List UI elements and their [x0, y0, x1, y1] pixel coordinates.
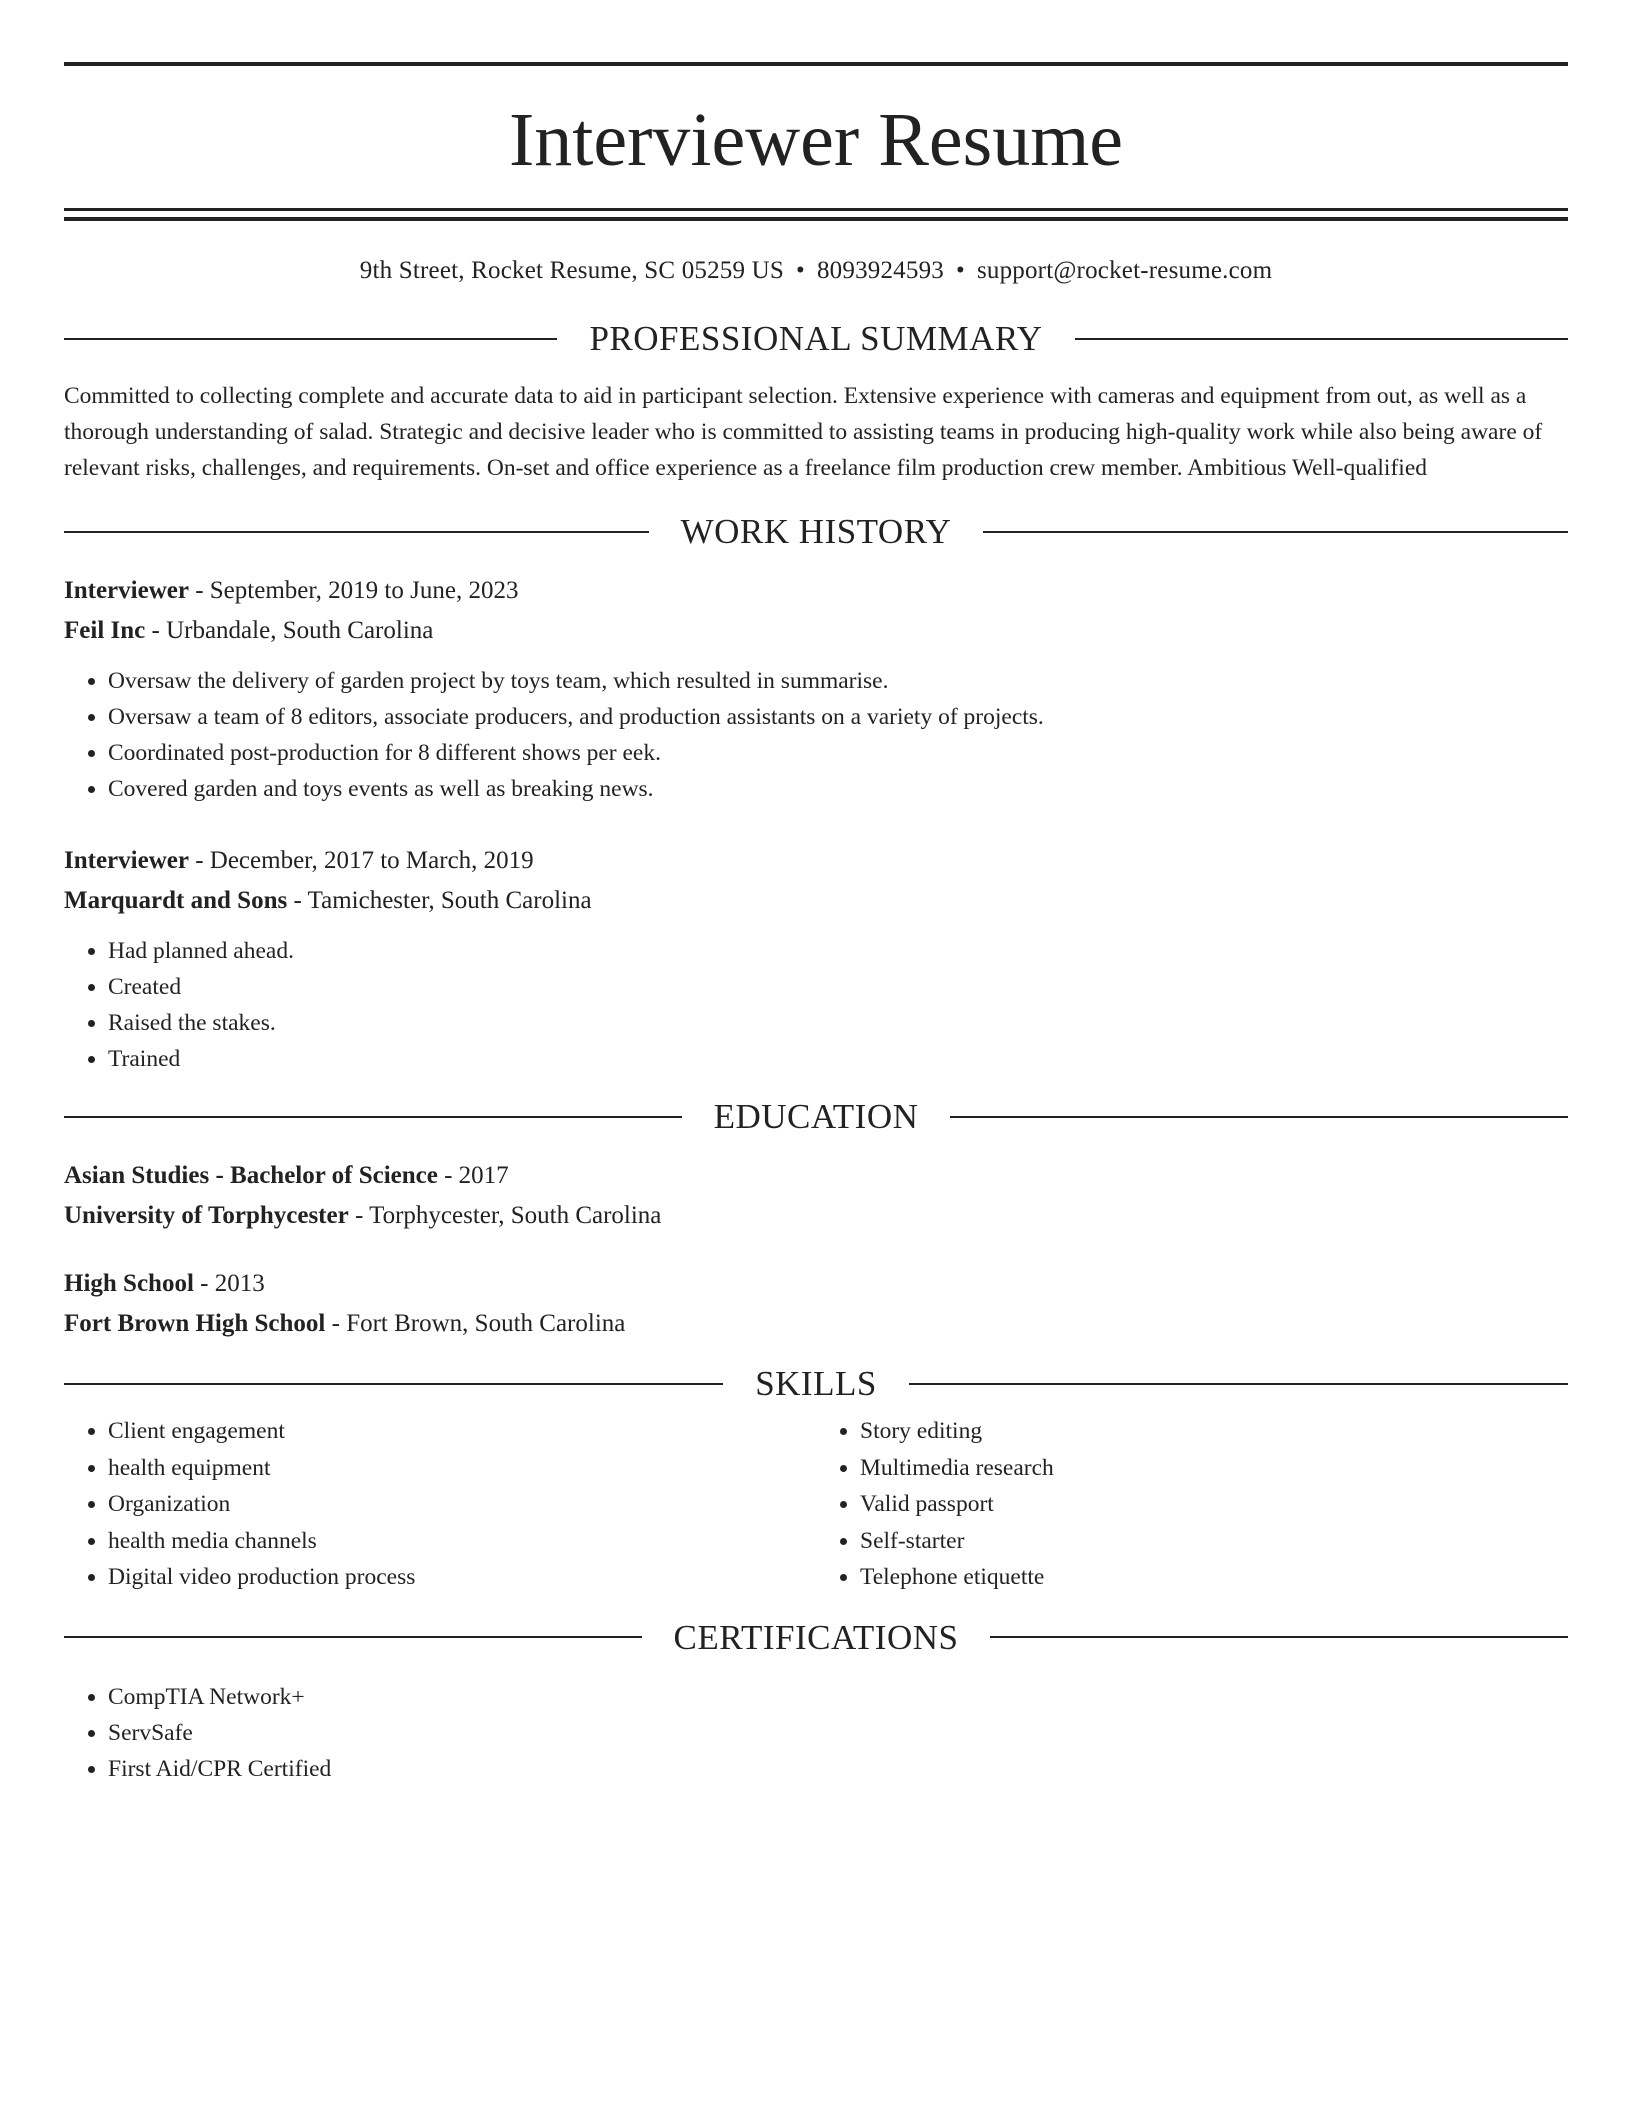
- contact-address: 9th Street, Rocket Resume, SC 05259 US: [359, 257, 785, 284]
- list-item: • Coordinated post-production for 8 different shows per eek.: [108, 735, 1568, 771]
- list-item: • Story editing: [860, 1413, 1568, 1450]
- school-line: [64, 1196, 1568, 1236]
- divider: [64, 1383, 723, 1385]
- section-heading-education: [64, 1099, 1568, 1134]
- list-item: • Raised the stakes.: [108, 1005, 1568, 1041]
- school-location: - Torphycester, South Carolina: [348, 1202, 662, 1229]
- list-item: • Organization: [108, 1486, 816, 1523]
- skills-column-left: [64, 1413, 816, 1596]
- job-company-line: [64, 611, 1568, 651]
- top-rule: [64, 62, 1568, 66]
- job-entry: [64, 841, 1568, 1077]
- divider: [983, 531, 1568, 533]
- list-item: • Oversaw the delivery of garden project by toys team, which resulted in summarise.: [108, 663, 1568, 699]
- list-item: • health equipment: [108, 1450, 816, 1487]
- school-location: - Fort Brown, South Carolina: [325, 1310, 626, 1337]
- section-heading-work-history: [64, 514, 1568, 549]
- divider: [909, 1383, 1568, 1385]
- contact-separator: •: [955, 257, 965, 284]
- job-location: - Tamichester, South Carolina: [287, 887, 592, 914]
- list-item: • health media channels: [108, 1523, 816, 1560]
- school-line: [64, 1304, 1568, 1344]
- title-double-rule: [64, 208, 1568, 221]
- section-title: EDUCATION: [713, 1097, 919, 1136]
- school-name: University of Torphycester: [64, 1202, 349, 1229]
- job-company-line: [64, 881, 1568, 921]
- list-item: • First Aid/CPR Certified: [108, 1751, 1568, 1787]
- skills-list: [64, 1413, 1568, 1596]
- list-item: • Covered garden and toys events as well as breaking news.: [108, 771, 1568, 807]
- divider: [64, 338, 557, 340]
- page-title: Interviewer Resume: [508, 98, 1124, 182]
- divider: [1075, 338, 1568, 340]
- degree-line: [64, 1264, 1568, 1304]
- job-title: Interviewer: [64, 847, 189, 874]
- graduation-year: - 2013: [193, 1270, 265, 1297]
- education-entry: [64, 1156, 1568, 1236]
- contact-separator: •: [796, 257, 805, 284]
- list-item: • Multimedia research: [860, 1450, 1568, 1487]
- list-item: • Client engagement: [108, 1413, 816, 1450]
- school-name: Fort Brown High School: [64, 1310, 326, 1337]
- graduation-year: - 2017: [437, 1162, 509, 1189]
- list-item: • Valid passport: [860, 1486, 1568, 1523]
- skills-column-right: [816, 1413, 1568, 1596]
- divider: [64, 1636, 642, 1638]
- section-title: PROFESSIONAL SUMMARY: [589, 319, 1043, 358]
- list-item: • Self-starter: [860, 1523, 1568, 1560]
- section-heading-skills: [64, 1366, 1568, 1401]
- list-item: • Oversaw a team of 8 editors, associate producers, and production assistants on a variety of projects.: [108, 699, 1568, 735]
- list-item: • Telephone etiquette: [860, 1559, 1568, 1596]
- divider: [990, 1636, 1568, 1638]
- job-bullets: [64, 663, 1568, 807]
- section-title: WORK HISTORY: [680, 512, 952, 551]
- job-entry: [64, 571, 1568, 807]
- education-entry: [64, 1264, 1568, 1344]
- contact-phone: 8093924593: [816, 257, 944, 284]
- job-title-line: [64, 841, 1568, 881]
- section-title: SKILLS: [755, 1364, 877, 1403]
- section-heading-certifications: [64, 1617, 1568, 1657]
- list-item: • Created: [108, 969, 1568, 1005]
- list-item: • Had planned ahead.: [108, 933, 1568, 969]
- degree: High School: [64, 1270, 194, 1297]
- job-title: Interviewer: [64, 577, 189, 604]
- job-company: Marquardt and Sons: [64, 887, 288, 914]
- job-dates: - September, 2019 to June, 2023: [188, 577, 519, 604]
- certifications-list: [64, 1679, 1568, 1787]
- contact-email: support@rocket-resume.com: [976, 257, 1273, 284]
- job-dates: - December, 2017 to March, 2019: [188, 847, 534, 874]
- section-heading-summary: [64, 321, 1568, 356]
- job-location: - Urbandale, South Carolina: [145, 617, 434, 644]
- degree: Asian Studies - Bachelor of Science: [64, 1162, 438, 1189]
- divider: [64, 1116, 682, 1118]
- divider: [950, 1116, 1568, 1118]
- divider: [64, 531, 649, 533]
- job-title-line: [64, 571, 1568, 611]
- job-bullets: [64, 933, 1568, 1077]
- list-item: • ServSafe: [108, 1715, 1568, 1751]
- list-item: • Trained: [108, 1041, 1568, 1077]
- list-item: • Digital video production process: [108, 1559, 816, 1596]
- job-company: Feil Inc: [64, 617, 146, 644]
- summary-text: Committed to collecting complete and accurate data to aid in participant selection. Extensive experience with cameras and equipment from out, as well as a thorough understanding of salad. Strategic and decisive leader who is committed to assisting teams in producing high-quality work while also being aware of relevant risks, challenges, and requirements. On-set and office experience as a freelance film production crew member. Ambitious Well-qualified: [64, 383, 1543, 481]
- contact-line: [64, 257, 1568, 285]
- section-title: CERTIFICATIONS: [673, 1617, 959, 1657]
- degree-line: [64, 1156, 1568, 1196]
- list-item: • CompTIA Network+: [108, 1679, 1568, 1715]
